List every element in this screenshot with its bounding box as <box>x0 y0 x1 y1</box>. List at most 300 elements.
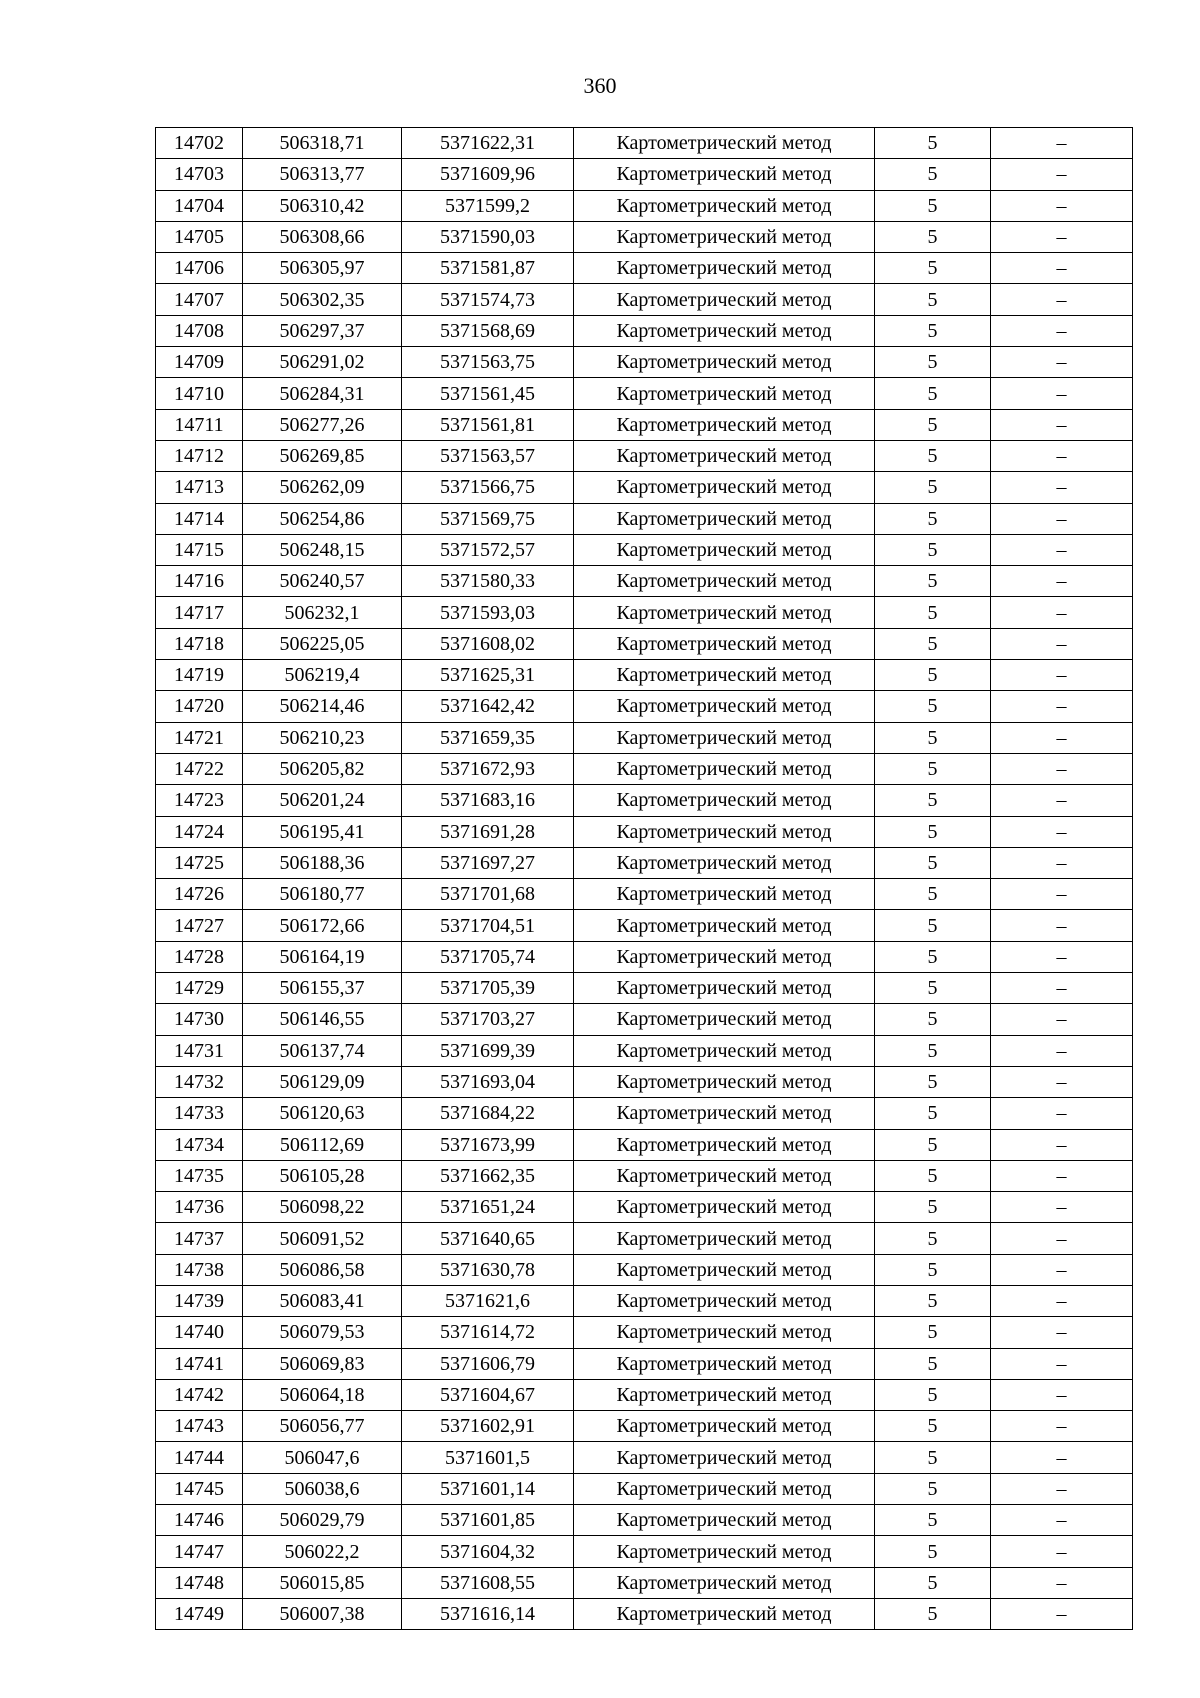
point-number-cell: 14729 <box>156 973 243 1004</box>
method-cell: Картометрический метод <box>574 597 875 628</box>
accuracy-cell: 5 <box>875 1598 991 1629</box>
y-coordinate-cell: 5371703,27 <box>402 1004 574 1035</box>
x-coordinate-cell: 506284,31 <box>243 378 402 409</box>
method-cell: Картометрический метод <box>574 1473 875 1504</box>
point-number-cell: 14722 <box>156 753 243 784</box>
x-coordinate-cell: 506069,83 <box>243 1348 402 1379</box>
method-cell: Картометрический метод <box>574 660 875 691</box>
y-coordinate-cell: 5371640,65 <box>402 1223 574 1254</box>
accuracy-cell: 5 <box>875 785 991 816</box>
y-coordinate-cell: 5371642,42 <box>402 691 574 722</box>
y-coordinate-cell: 5371704,51 <box>402 910 574 941</box>
method-cell: Картометрический метод <box>574 1192 875 1223</box>
table-row <box>156 1567 1133 1598</box>
point-number-cell: 14744 <box>156 1442 243 1473</box>
point-number-cell: 14730 <box>156 1004 243 1035</box>
point-number-cell: 14738 <box>156 1254 243 1285</box>
accuracy-cell: 5 <box>875 691 991 722</box>
method-cell: Картометрический метод <box>574 503 875 534</box>
point-number-cell: 14704 <box>156 190 243 221</box>
method-cell: Картометрический метод <box>574 1129 875 1160</box>
method-cell: Картометрический метод <box>574 1035 875 1066</box>
point-number-cell: 14736 <box>156 1192 243 1223</box>
y-coordinate-cell: 5371580,33 <box>402 566 574 597</box>
y-coordinate-cell: 5371601,14 <box>402 1473 574 1504</box>
y-coordinate-cell: 5371614,72 <box>402 1317 574 1348</box>
point-number-cell: 14710 <box>156 378 243 409</box>
note-cell: – <box>991 190 1133 221</box>
y-coordinate-cell: 5371608,55 <box>402 1567 574 1598</box>
x-coordinate-cell: 506098,22 <box>243 1192 402 1223</box>
y-coordinate-cell: 5371601,5 <box>402 1442 574 1473</box>
note-cell: – <box>991 503 1133 534</box>
table-row <box>156 566 1133 597</box>
method-cell: Картометрический метод <box>574 973 875 1004</box>
note-cell: – <box>991 597 1133 628</box>
note-cell: – <box>991 1536 1133 1567</box>
y-coordinate-cell: 5371673,99 <box>402 1129 574 1160</box>
table-row <box>156 128 1133 159</box>
accuracy-cell: 5 <box>875 1285 991 1316</box>
note-cell: – <box>991 472 1133 503</box>
accuracy-cell: 5 <box>875 284 991 315</box>
x-coordinate-cell: 506015,85 <box>243 1567 402 1598</box>
y-coordinate-cell: 5371701,68 <box>402 879 574 910</box>
note-cell: – <box>991 440 1133 471</box>
method-cell: Картометрический метод <box>574 534 875 565</box>
method-cell: Картометрический метод <box>574 347 875 378</box>
point-number-cell: 14742 <box>156 1379 243 1410</box>
y-coordinate-cell: 5371672,93 <box>402 753 574 784</box>
x-coordinate-cell: 506291,02 <box>243 347 402 378</box>
x-coordinate-cell: 506083,41 <box>243 1285 402 1316</box>
table-row <box>156 472 1133 503</box>
note-cell: – <box>991 1567 1133 1598</box>
y-coordinate-cell: 5371693,04 <box>402 1066 574 1097</box>
accuracy-cell: 5 <box>875 816 991 847</box>
x-coordinate-cell: 506305,97 <box>243 253 402 284</box>
note-cell: – <box>991 534 1133 565</box>
table-row <box>156 1317 1133 1348</box>
table-row <box>156 785 1133 816</box>
method-cell: Картометрический метод <box>574 1285 875 1316</box>
method-cell: Картометрический метод <box>574 941 875 972</box>
method-cell: Картометрический метод <box>574 910 875 941</box>
method-cell: Картометрический метод <box>574 1098 875 1129</box>
accuracy-cell: 5 <box>875 315 991 346</box>
point-number-cell: 14740 <box>156 1317 243 1348</box>
note-cell: – <box>991 315 1133 346</box>
table-row <box>156 1160 1133 1191</box>
point-number-cell: 14746 <box>156 1505 243 1536</box>
table-row <box>156 879 1133 910</box>
note-cell: – <box>991 1035 1133 1066</box>
x-coordinate-cell: 506210,23 <box>243 722 402 753</box>
note-cell: – <box>991 1348 1133 1379</box>
table-row <box>156 722 1133 753</box>
method-cell: Картометрический метод <box>574 566 875 597</box>
table-row <box>156 691 1133 722</box>
y-coordinate-cell: 5371699,39 <box>402 1035 574 1066</box>
y-coordinate-cell: 5371599,2 <box>402 190 574 221</box>
y-coordinate-cell: 5371574,73 <box>402 284 574 315</box>
y-coordinate-cell: 5371590,03 <box>402 221 574 252</box>
x-coordinate-cell: 506205,82 <box>243 753 402 784</box>
accuracy-cell: 5 <box>875 1066 991 1097</box>
accuracy-cell: 5 <box>875 1223 991 1254</box>
x-coordinate-cell: 506297,37 <box>243 315 402 346</box>
note-cell: – <box>991 816 1133 847</box>
method-cell: Картометрический метод <box>574 753 875 784</box>
accuracy-cell: 5 <box>875 1098 991 1129</box>
accuracy-cell: 5 <box>875 128 991 159</box>
note-cell: – <box>991 284 1133 315</box>
point-number-cell: 14734 <box>156 1129 243 1160</box>
note-cell: – <box>991 847 1133 878</box>
note-cell: – <box>991 1098 1133 1129</box>
point-number-cell: 14741 <box>156 1348 243 1379</box>
table-row <box>156 1066 1133 1097</box>
point-number-cell: 14747 <box>156 1536 243 1567</box>
y-coordinate-cell: 5371568,69 <box>402 315 574 346</box>
point-number-cell: 14739 <box>156 1285 243 1316</box>
y-coordinate-cell: 5371561,81 <box>402 409 574 440</box>
table-row <box>156 628 1133 659</box>
table-row <box>156 941 1133 972</box>
table-row <box>156 315 1133 346</box>
note-cell: – <box>991 1160 1133 1191</box>
note-cell: – <box>991 378 1133 409</box>
y-coordinate-cell: 5371602,91 <box>402 1411 574 1442</box>
y-coordinate-cell: 5371609,96 <box>402 159 574 190</box>
table-row <box>156 503 1133 534</box>
method-cell: Картометрический метод <box>574 1505 875 1536</box>
coordinates-table <box>155 127 1133 1630</box>
point-number-cell: 14726 <box>156 879 243 910</box>
x-coordinate-cell: 506201,24 <box>243 785 402 816</box>
y-coordinate-cell: 5371651,24 <box>402 1192 574 1223</box>
point-number-cell: 14735 <box>156 1160 243 1191</box>
page-number: 360 <box>583 73 617 98</box>
point-number-cell: 14720 <box>156 691 243 722</box>
note-cell: – <box>991 566 1133 597</box>
y-coordinate-cell: 5371563,57 <box>402 440 574 471</box>
point-number-cell: 14713 <box>156 472 243 503</box>
x-coordinate-cell: 506129,09 <box>243 1066 402 1097</box>
y-coordinate-cell: 5371621,6 <box>402 1285 574 1316</box>
point-number-cell: 14731 <box>156 1035 243 1066</box>
accuracy-cell: 5 <box>875 409 991 440</box>
accuracy-cell: 5 <box>875 1160 991 1191</box>
method-cell: Картометрический метод <box>574 190 875 221</box>
x-coordinate-cell: 506047,6 <box>243 1442 402 1473</box>
note-cell: – <box>991 1223 1133 1254</box>
accuracy-cell: 5 <box>875 753 991 784</box>
method-cell: Картометрический метод <box>574 409 875 440</box>
note-cell: – <box>991 1004 1133 1035</box>
x-coordinate-cell: 506137,74 <box>243 1035 402 1066</box>
y-coordinate-cell: 5371684,22 <box>402 1098 574 1129</box>
note-cell: – <box>991 753 1133 784</box>
x-coordinate-cell: 506029,79 <box>243 1505 402 1536</box>
method-cell: Картометрический метод <box>574 1066 875 1097</box>
accuracy-cell: 5 <box>875 597 991 628</box>
y-coordinate-cell: 5371630,78 <box>402 1254 574 1285</box>
accuracy-cell: 5 <box>875 221 991 252</box>
note-cell: – <box>991 628 1133 659</box>
x-coordinate-cell: 506269,85 <box>243 440 402 471</box>
table-row <box>156 973 1133 1004</box>
point-number-cell: 14728 <box>156 941 243 972</box>
method-cell: Картометрический метод <box>574 1348 875 1379</box>
accuracy-cell: 5 <box>875 566 991 597</box>
note-cell: – <box>991 1129 1133 1160</box>
x-coordinate-cell: 506120,63 <box>243 1098 402 1129</box>
table-row <box>156 159 1133 190</box>
accuracy-cell: 5 <box>875 472 991 503</box>
accuracy-cell: 5 <box>875 1317 991 1348</box>
note-cell: – <box>991 1473 1133 1504</box>
note-cell: – <box>991 1254 1133 1285</box>
y-coordinate-cell: 5371691,28 <box>402 816 574 847</box>
note-cell: – <box>991 660 1133 691</box>
x-coordinate-cell: 506313,77 <box>243 159 402 190</box>
method-cell: Картометрический метод <box>574 691 875 722</box>
point-number-cell: 14733 <box>156 1098 243 1129</box>
table-row <box>156 534 1133 565</box>
method-cell: Картометрический метод <box>574 378 875 409</box>
table-row <box>156 284 1133 315</box>
x-coordinate-cell: 506302,35 <box>243 284 402 315</box>
y-coordinate-cell: 5371659,35 <box>402 722 574 753</box>
table-row <box>156 1348 1133 1379</box>
note-cell: – <box>991 691 1133 722</box>
table-row <box>156 1223 1133 1254</box>
x-coordinate-cell: 506214,46 <box>243 691 402 722</box>
table-row <box>156 1254 1133 1285</box>
y-coordinate-cell: 5371581,87 <box>402 253 574 284</box>
point-number-cell: 14715 <box>156 534 243 565</box>
y-coordinate-cell: 5371625,31 <box>402 660 574 691</box>
y-coordinate-cell: 5371569,75 <box>402 503 574 534</box>
point-number-cell: 14725 <box>156 847 243 878</box>
point-number-cell: 14712 <box>156 440 243 471</box>
x-coordinate-cell: 506240,57 <box>243 566 402 597</box>
y-coordinate-cell: 5371604,32 <box>402 1536 574 1567</box>
method-cell: Картометрический метод <box>574 1317 875 1348</box>
x-coordinate-cell: 506022,2 <box>243 1536 402 1567</box>
accuracy-cell: 5 <box>875 1192 991 1223</box>
method-cell: Картометрический метод <box>574 472 875 503</box>
x-coordinate-cell: 506146,55 <box>243 1004 402 1035</box>
note-cell: – <box>991 1379 1133 1410</box>
point-number-cell: 14709 <box>156 347 243 378</box>
method-cell: Картометрический метод <box>574 1160 875 1191</box>
y-coordinate-cell: 5371705,74 <box>402 941 574 972</box>
table-row <box>156 253 1133 284</box>
x-coordinate-cell: 506188,36 <box>243 847 402 878</box>
note-cell: – <box>991 159 1133 190</box>
note-cell: – <box>991 941 1133 972</box>
accuracy-cell: 5 <box>875 253 991 284</box>
y-coordinate-cell: 5371566,75 <box>402 472 574 503</box>
table-row <box>156 1379 1133 1410</box>
point-number-cell: 14721 <box>156 722 243 753</box>
table-row <box>156 1285 1133 1316</box>
accuracy-cell: 5 <box>875 1004 991 1035</box>
method-cell: Картометрический метод <box>574 1411 875 1442</box>
table-row <box>156 847 1133 878</box>
method-cell: Картометрический метод <box>574 253 875 284</box>
accuracy-cell: 5 <box>875 347 991 378</box>
method-cell: Картометрический метод <box>574 159 875 190</box>
table-row <box>156 1505 1133 1536</box>
point-number-cell: 14717 <box>156 597 243 628</box>
point-number-cell: 14743 <box>156 1411 243 1442</box>
accuracy-cell: 5 <box>875 628 991 659</box>
point-number-cell: 14711 <box>156 409 243 440</box>
table-row <box>156 1442 1133 1473</box>
table-row <box>156 440 1133 471</box>
accuracy-cell: 5 <box>875 1254 991 1285</box>
y-coordinate-cell: 5371616,14 <box>402 1598 574 1629</box>
y-coordinate-cell: 5371697,27 <box>402 847 574 878</box>
x-coordinate-cell: 506105,28 <box>243 1160 402 1191</box>
method-cell: Картометрический метод <box>574 1004 875 1035</box>
x-coordinate-cell: 506164,19 <box>243 941 402 972</box>
table-row <box>156 1129 1133 1160</box>
note-cell: – <box>991 1442 1133 1473</box>
x-coordinate-cell: 506277,26 <box>243 409 402 440</box>
y-coordinate-cell: 5371608,02 <box>402 628 574 659</box>
point-number-cell: 14727 <box>156 910 243 941</box>
table-row <box>156 910 1133 941</box>
x-coordinate-cell: 506180,77 <box>243 879 402 910</box>
method-cell: Картометрический метод <box>574 879 875 910</box>
table-row <box>156 597 1133 628</box>
point-number-cell: 14702 <box>156 128 243 159</box>
note-cell: – <box>991 253 1133 284</box>
table-row <box>156 1004 1133 1035</box>
point-number-cell: 14749 <box>156 1598 243 1629</box>
table-row <box>156 1098 1133 1129</box>
x-coordinate-cell: 506091,52 <box>243 1223 402 1254</box>
method-cell: Картометрический метод <box>574 221 875 252</box>
x-coordinate-cell: 506172,66 <box>243 910 402 941</box>
table-body <box>156 128 1133 1630</box>
table-row <box>156 221 1133 252</box>
accuracy-cell: 5 <box>875 440 991 471</box>
table-row <box>156 347 1133 378</box>
point-number-cell: 14705 <box>156 221 243 252</box>
method-cell: Картометрический метод <box>574 1567 875 1598</box>
method-cell: Картометрический метод <box>574 628 875 659</box>
accuracy-cell: 5 <box>875 1442 991 1473</box>
accuracy-cell: 5 <box>875 159 991 190</box>
method-cell: Картометрический метод <box>574 847 875 878</box>
point-number-cell: 14708 <box>156 315 243 346</box>
note-cell: – <box>991 879 1133 910</box>
x-coordinate-cell: 506254,86 <box>243 503 402 534</box>
point-number-cell: 14706 <box>156 253 243 284</box>
table-row <box>156 816 1133 847</box>
note-cell: – <box>991 1505 1133 1536</box>
x-coordinate-cell: 506064,18 <box>243 1379 402 1410</box>
accuracy-cell: 5 <box>875 1348 991 1379</box>
x-coordinate-cell: 506038,6 <box>243 1473 402 1504</box>
note-cell: – <box>991 409 1133 440</box>
point-number-cell: 14716 <box>156 566 243 597</box>
accuracy-cell: 5 <box>875 879 991 910</box>
accuracy-cell: 5 <box>875 941 991 972</box>
method-cell: Картометрический метод <box>574 1442 875 1473</box>
x-coordinate-cell: 506007,38 <box>243 1598 402 1629</box>
note-cell: – <box>991 221 1133 252</box>
point-number-cell: 14748 <box>156 1567 243 1598</box>
point-number-cell: 14732 <box>156 1066 243 1097</box>
y-coordinate-cell: 5371662,35 <box>402 1160 574 1191</box>
accuracy-cell: 5 <box>875 503 991 534</box>
accuracy-cell: 5 <box>875 534 991 565</box>
y-coordinate-cell: 5371606,79 <box>402 1348 574 1379</box>
method-cell: Картометрический метод <box>574 785 875 816</box>
accuracy-cell: 5 <box>875 1473 991 1504</box>
accuracy-cell: 5 <box>875 973 991 1004</box>
table-row <box>156 753 1133 784</box>
x-coordinate-cell: 506219,4 <box>243 660 402 691</box>
note-cell: – <box>991 1598 1133 1629</box>
note-cell: – <box>991 1192 1133 1223</box>
method-cell: Картометрический метод <box>574 816 875 847</box>
point-number-cell: 14714 <box>156 503 243 534</box>
x-coordinate-cell: 506248,15 <box>243 534 402 565</box>
accuracy-cell: 5 <box>875 378 991 409</box>
method-cell: Картометрический метод <box>574 1254 875 1285</box>
method-cell: Картометрический метод <box>574 1223 875 1254</box>
note-cell: – <box>991 1317 1133 1348</box>
y-coordinate-cell: 5371604,67 <box>402 1379 574 1410</box>
x-coordinate-cell: 506318,71 <box>243 128 402 159</box>
table-row <box>156 1411 1133 1442</box>
point-number-cell: 14703 <box>156 159 243 190</box>
point-number-cell: 14719 <box>156 660 243 691</box>
note-cell: – <box>991 128 1133 159</box>
accuracy-cell: 5 <box>875 1536 991 1567</box>
accuracy-cell: 5 <box>875 910 991 941</box>
accuracy-cell: 5 <box>875 1035 991 1066</box>
x-coordinate-cell: 506232,1 <box>243 597 402 628</box>
point-number-cell: 14707 <box>156 284 243 315</box>
accuracy-cell: 5 <box>875 1129 991 1160</box>
point-number-cell: 14724 <box>156 816 243 847</box>
table-row <box>156 1473 1133 1504</box>
x-coordinate-cell: 506262,09 <box>243 472 402 503</box>
x-coordinate-cell: 506225,05 <box>243 628 402 659</box>
note-cell: – <box>991 785 1133 816</box>
table-row <box>156 1536 1133 1567</box>
x-coordinate-cell: 506112,69 <box>243 1129 402 1160</box>
y-coordinate-cell: 5371683,16 <box>402 785 574 816</box>
x-coordinate-cell: 506310,42 <box>243 190 402 221</box>
point-number-cell: 14718 <box>156 628 243 659</box>
table-row <box>156 660 1133 691</box>
point-number-cell: 14737 <box>156 1223 243 1254</box>
method-cell: Картометрический метод <box>574 1379 875 1410</box>
accuracy-cell: 5 <box>875 1567 991 1598</box>
y-coordinate-cell: 5371561,45 <box>402 378 574 409</box>
y-coordinate-cell: 5371705,39 <box>402 973 574 1004</box>
y-coordinate-cell: 5371593,03 <box>402 597 574 628</box>
